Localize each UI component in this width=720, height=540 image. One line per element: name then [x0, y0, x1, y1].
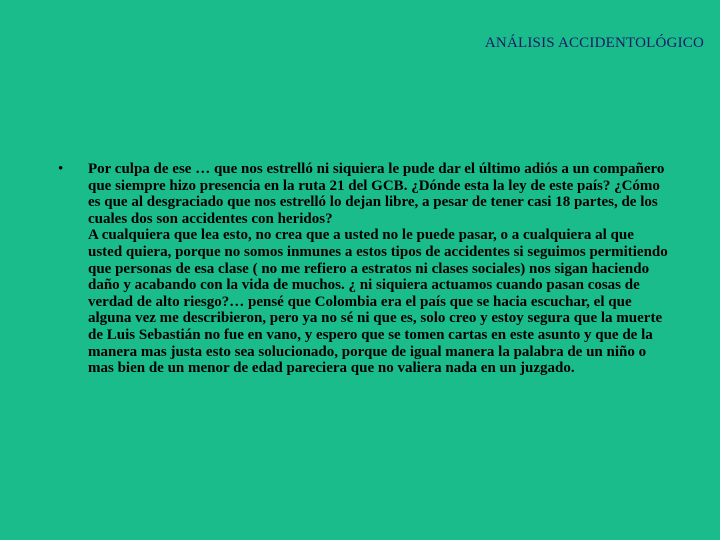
slide-body — [88, 161, 668, 377]
bullet-icon: • — [58, 161, 64, 177]
body-paragraph-1: Por culpa de ese … que nos estrelló ni siquiera le pude dar el último adiós a un compañero que siempre hizo presencia en la ruta 21 del GCB. ¿Dónde esta la ley de este país? ¿Cómo es que al desgraciado que nos estrelló lo dejan libre, a pesar de tener casi 18 partes, de los cuales dos son accidentes con heridos? — [88, 161, 665, 227]
slide-title: ANÁLISIS ACCIDENTOLÓGICO — [484, 35, 704, 51]
body-paragraph-2: A cualquiera que lea esto, no crea que a usted no le puede pasar, o a cualquiera al que usted quiera, porque no somos inmunes a estos tipos de accidentes si seguimos permitiendo que personas de esa clase ( no me refiero a estratos ni clases sociales) nos sigan haciendo daño y acabando con la vida de muchos. ¿ ni siquiera actuamos cuando pasan cosas de verdad de alto riesgo?… pensé que Colombia era el país que se hacia escuchar, el que alguna vez me describieron, pero ya no sé ni que es, solo creo y estoy segura que la muerte de Luis Sebastián no fue en vano, y espero que se tomen cartas en este asunto y que de la manera mas justa esto sea solucionado, porque de igual manera la palabra de un niño o mas bien de un menor de edad pareciera que no valiera nada en un juzgado. — [88, 227, 668, 377]
